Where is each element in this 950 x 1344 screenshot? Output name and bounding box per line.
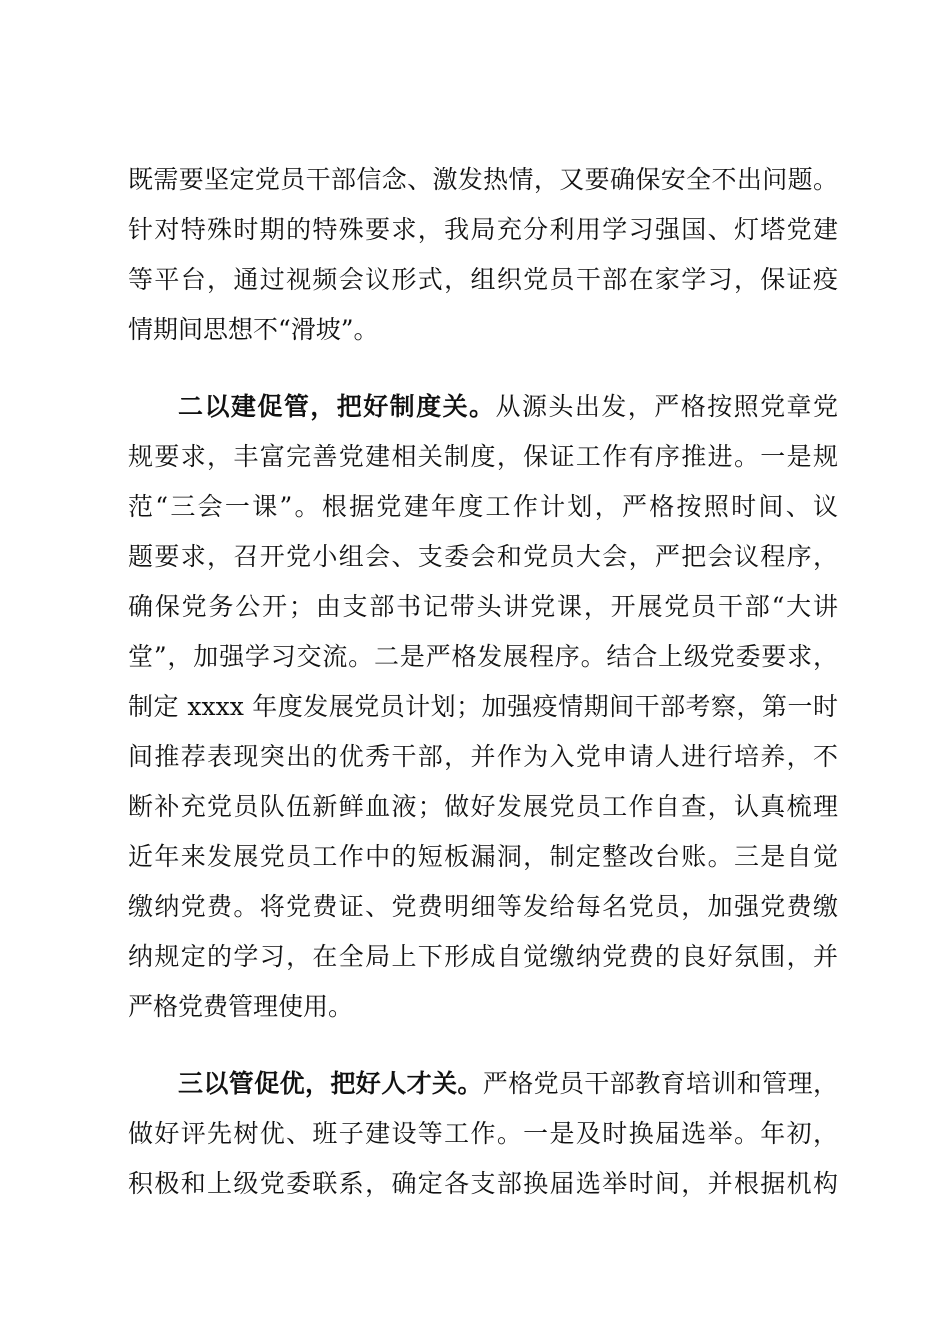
body-text-line: 近年来发展党员工作中的短板漏洞，制定整改台账。三是自觉	[128, 842, 838, 871]
body-text-line: 等平台，通过视频会议形式，组织党员干部在家学习，保证疫	[128, 265, 838, 294]
body-text-line: 确保党务公开；由支部书记带头讲党课，开展党员干部“大讲	[128, 592, 838, 621]
paragraph-first-line	[178, 382, 838, 432]
body-text-line: 既需要坚定党员干部信念、激发热情，又要确保安全不出问题。	[128, 165, 838, 194]
body-text-line: 规要求，丰富完善党建相关制度，保证工作有序推进。一是规	[128, 442, 838, 471]
section-heading: 三以管促优，把好人才关。	[178, 1069, 483, 1098]
body-text-line: 针对特殊时期的特殊要求，我局充分利用学习强国、灯塔党建	[128, 215, 838, 244]
section-heading: 二以建促管，把好制度关。	[178, 392, 496, 421]
body-text-line: 间推荐表现突出的优秀干部，并作为入党申请人进行培养，不	[128, 742, 838, 771]
body-text-line: 纳规定的学习，在全局上下形成自觉缴纳党费的良好氛围，并	[128, 942, 838, 971]
body-text-line: 积极和上级党委联系，确定各支部换届选举时间，并根据机构	[128, 1169, 838, 1198]
body-text-line: 做好评先树优、班子建设等工作。一是及时换届选举。年初，	[128, 1119, 838, 1148]
body-text-line: 情期间思想不“滑坡”。	[128, 315, 379, 344]
paragraph-first-line	[178, 1059, 838, 1109]
body-text-line: 堂”，加强学习交流。二是严格发展程序。结合上级党委要求，	[128, 642, 838, 671]
body-text-span: 从源头出发，严格按照党章党	[495, 392, 838, 421]
body-text-line: 断补充党员队伍新鲜血液；做好发展党员工作自查，认真梳理	[128, 792, 838, 821]
body-text-line: 制定 xxxx 年度发展党员计划；加强疫情期间干部考察，第一时	[128, 692, 838, 721]
body-text-line: 缴纳党费。将党费证、党费明细等发给每名党员，加强党费缴	[128, 892, 838, 921]
body-text-line: 题要求，召开党小组会、支委会和党员大会，严把会议程序，	[128, 542, 838, 571]
body-text-line: 严格党费管理使用。	[128, 992, 354, 1021]
body-text-span: 严格党员干部教育培训和管理，	[482, 1069, 838, 1098]
body-text-line: 范“三会一课”。根据党建年度工作计划，严格按照时间、议	[128, 492, 838, 521]
